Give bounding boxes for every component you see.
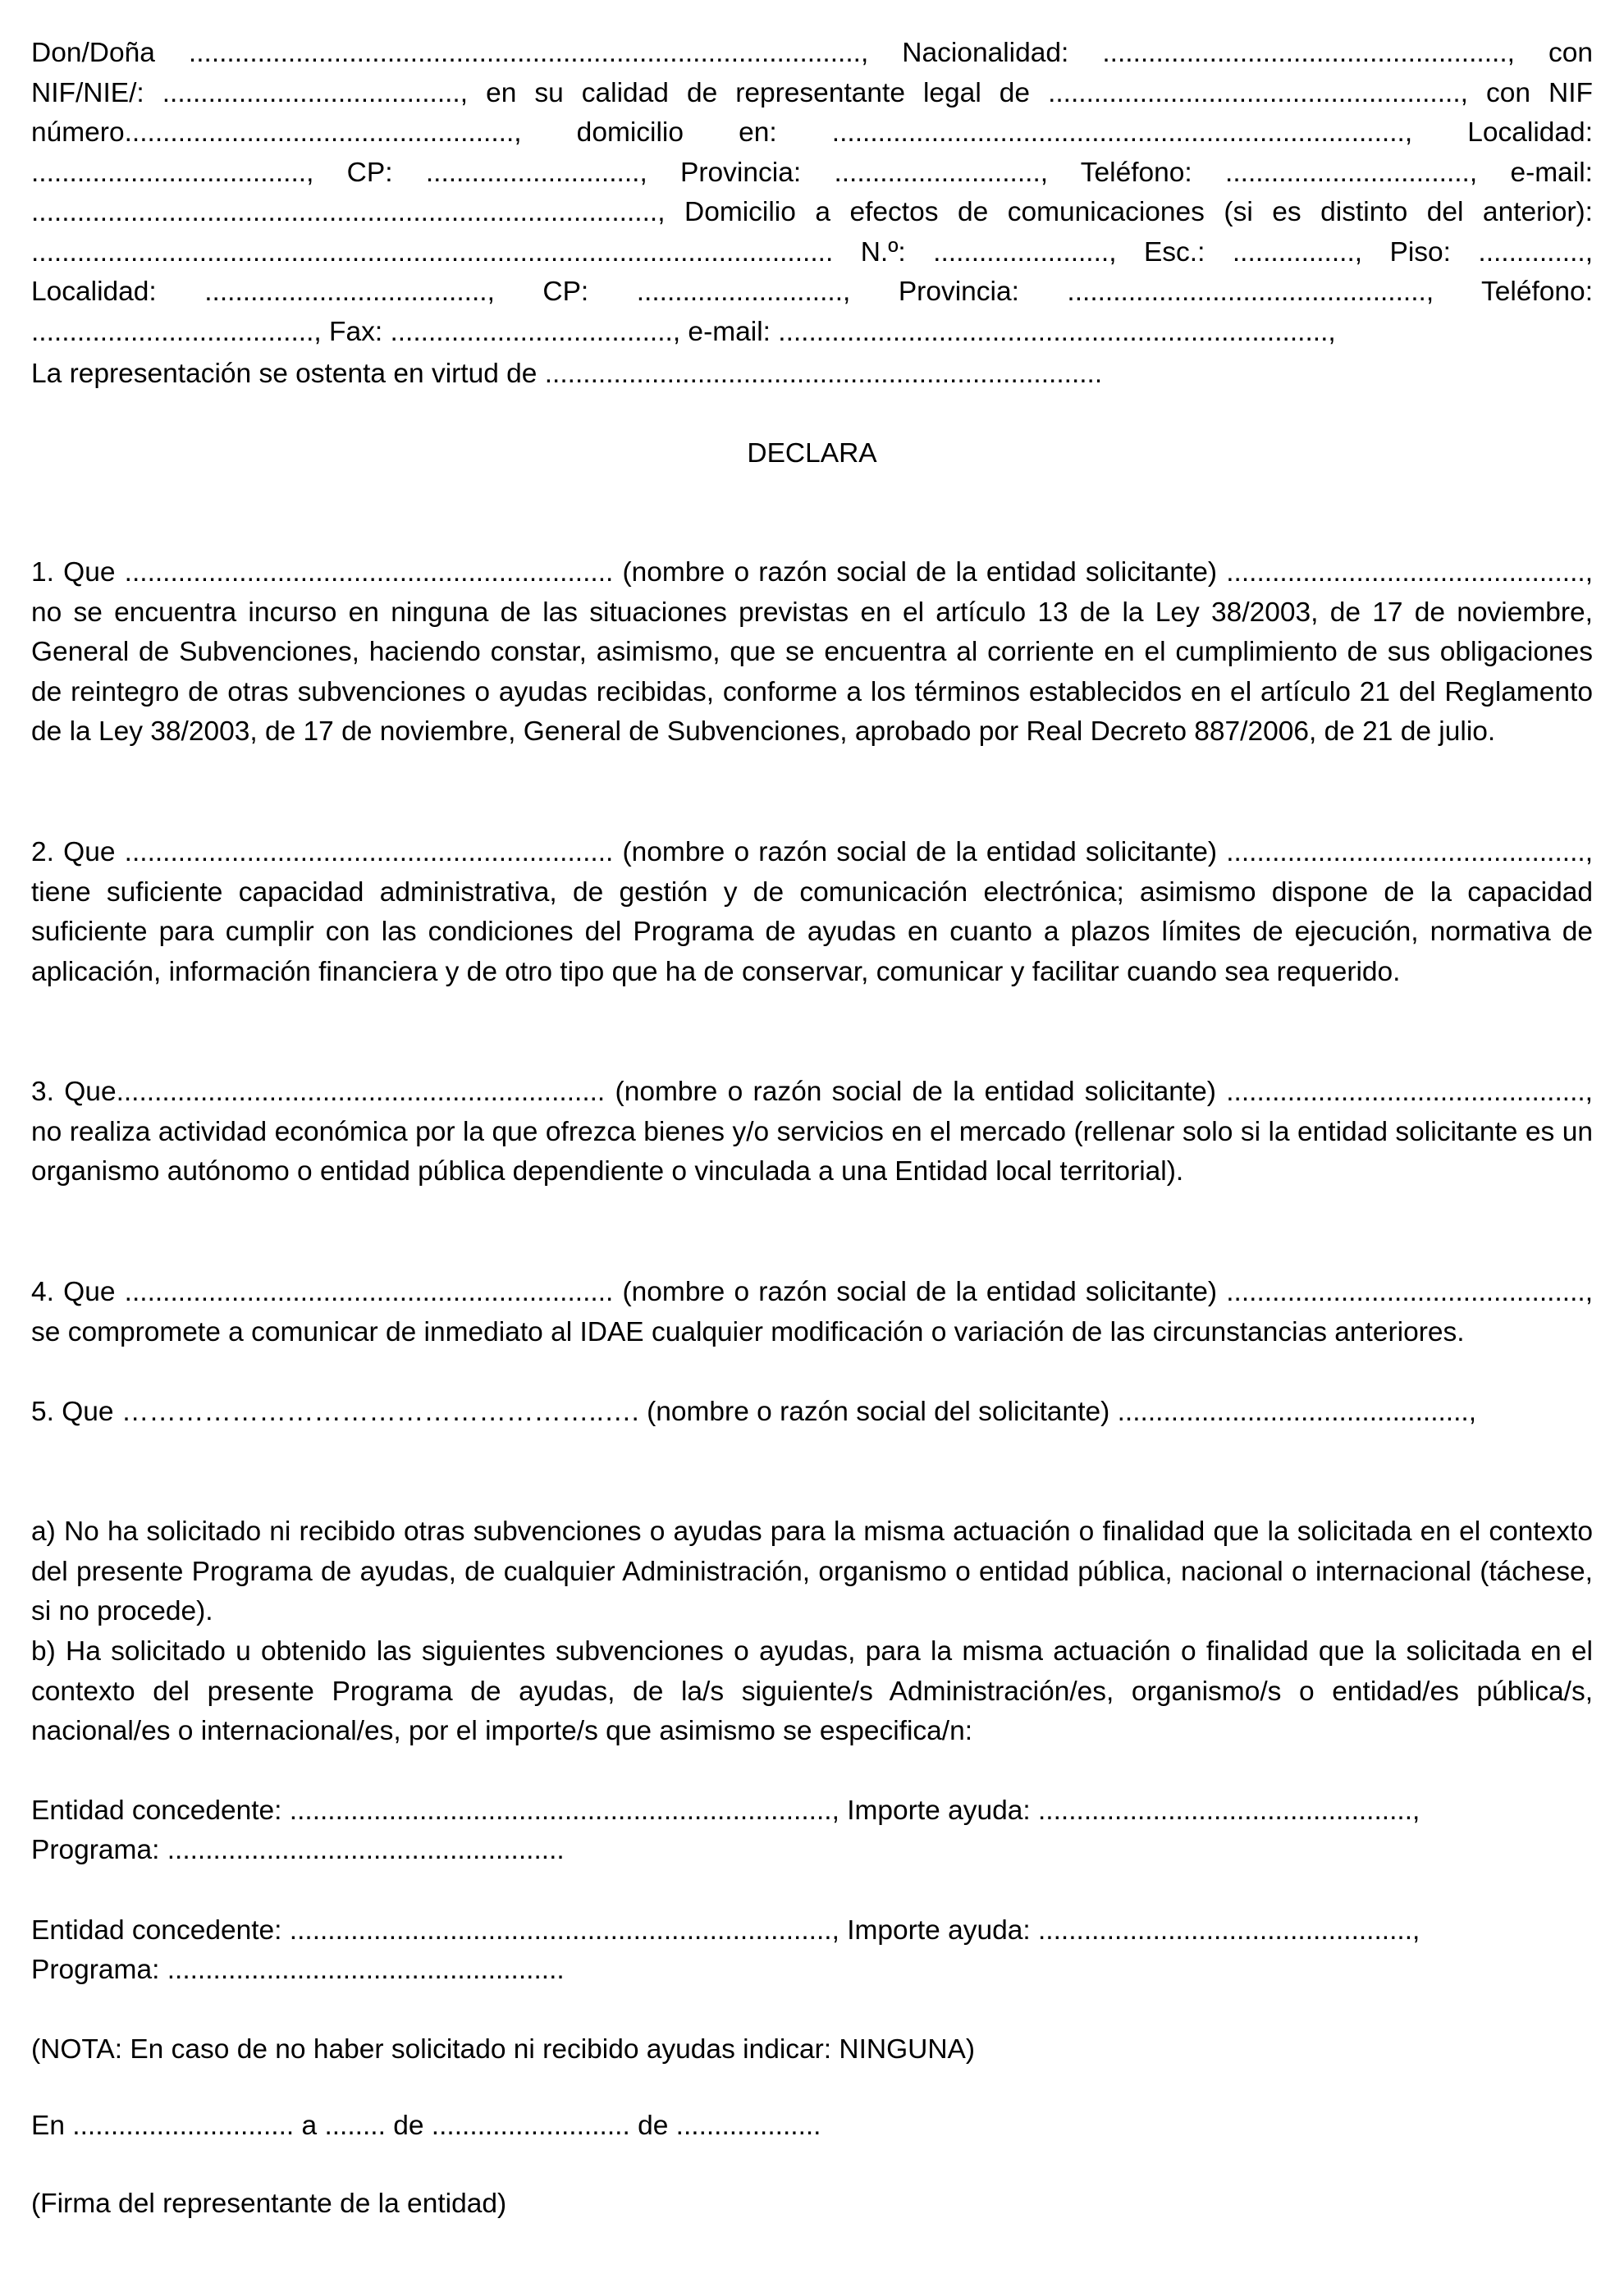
clause-1: 1. Que ................................................................ (nombre o razón social de la entidad solicitante) ..............................................., no se encuentra incurso en ninguna de las situaciones previstas en el artículo 13 de la Ley 38/2003, de 17 de noviembre, General de Subvenciones, haciendo constar, asimismo, que se encuentra al corriente en el cumplimiento de sus obligaciones de reintegro de otras subvenciones o ayudas recibidas, conforme a los términos establecidos en el artículo 21 del Reglamento de la Ley 38/2003, de 17 de noviembre, General de Subvenciones, aprobado por Real Decreto 887/2006, de 21 de julio.	[31, 557, 1593, 747]
clause-5-intro: 5. Que ……………………………………………..…. (nombre o razón social del solicitante) ..............................................,	[31, 1397, 1477, 1427]
clause-3: 3. Que................................................................ (nombre o razón social de la entidad solicitante) ..............................................., no realiza actividad económica por la que ofrezca bienes y/o servicios en el mercado (rellenar solo si la entidad solicitante es un organismo autónomo o entidad pública dependiente o vinculada a una Entidad local territorial).	[31, 1077, 1593, 1187]
aid-entry-2-program: Programa: ....................................................	[31, 1955, 565, 1985]
representation-basis-line: La representación se ostenta en virtud de .........................................................................	[31, 359, 1103, 389]
declara-heading: DECLARA	[747, 438, 877, 469]
aid-entry-2-entity: Entidad concedente: ......................................................................., Importe ayuda: .................................................,	[31, 1915, 1420, 1946]
aid-entry-1-program: Programa: ....................................................	[31, 1835, 565, 1865]
clause-4: 4. Que ................................................................ (nombre o razón social de la entidad solicitante) ..............................................., se compromete a comunicar de inmediato al IDAE cualquier modificación o variación de las circunstancias anteriores.	[31, 1277, 1593, 1347]
clause-5-option-a: a) No ha solicitado ni recibido otras subvenciones o ayudas para la misma actuación o finalidad que la solicitada en el contexto del presente Programa de ayudas, de cualquier Administración, organismo o entidad pública, nacional o internacional (táchese, si no procede).	[31, 1516, 1593, 1626]
clause-2: 2. Que ................................................................ (nombre o razón social de la entidad solicitante) ..............................................., tiene suficiente capacidad administrativa, de gestión y de comunicación electrónica; asimismo dispone de la capacidad suficiente para cumplir con las condiciones del Programa de ayudas en cuanto a plazos límites de ejecución, normativa de aplicación, información financiera y de otro tipo que ha de conservar, comunicar y facilitar cuando sea requerido.	[31, 837, 1593, 987]
note-line: (NOTA: En caso de no haber solicitado ni recibido ayudas indicar: NINGUNA)	[31, 2034, 976, 2065]
signature-caption: (Firma del representante de la entidad)	[31, 2189, 507, 2219]
place-date-line: En ............................. a ........ de .......................... de ...................	[31, 2111, 821, 2141]
aid-entry-1-entity: Entidad concedente: ......................................................................., Importe ayuda: .................................................,	[31, 1795, 1420, 1826]
clause-5-option-b: b) Ha solicitado u obtenido las siguientes subvenciones o ayudas, para la misma actuación o finalidad que la solicitada en el contexto del presente Programa de ayudas, de la/s siguiente/s Administración/es, organismo/s o entidad/es pública/s, nacional/es o internacional/es, por el importe/s que asimismo se especifica/n:	[31, 1636, 1593, 1746]
representative-details-paragraph: Don/Doña ........................................................................................, Nacionalidad: ....................................................., con NIF/NIE/: ......................................., en su calidad de representante legal de ......................................................, con NIF número..................................................., domicilio en: ..........................................................................., Localidad: ...................................., CP: ............................, Provincia: ..........................., Teléfono: ................................, e-mail: .................................................................................., Domicilio a efectos de comunicaciones (si es distinto del anterior): ......................................................................................................... N.º: ......................., Esc.: ................, Piso: .............., Localidad: ....................................., CP: ..........................., Provincia: ..............................................., Teléfono: ....................................., Fax: ....................................., e-mail: ........................................................................,	[31, 38, 1593, 347]
